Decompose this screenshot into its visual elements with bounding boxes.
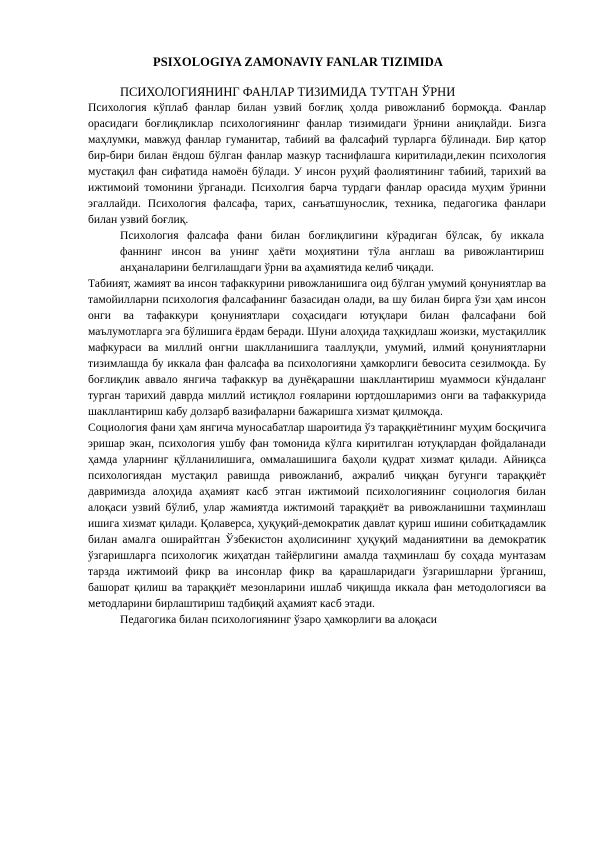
paragraph-1: Психология кўплаб фанлар билан узвий боғлиқ ҳолда ривожланиб бормоқда. Фанлар орасидаги боғлиқликлар психологиянинг фанлар тизимидаги ўрнини аниқлайди. Бизга маҳлумки, мавжуд фанлар гуманитар, табиий ва фалсафий турларга бўлинади. Бир қатор бир-бири билан ёндош бўлган фанлар мазкур таснифлашга киритилади,лекин психология мустақил фан сифатида намоён бўлади. У инсон руҳий фаолиятининг табиий, тарихий ва ижтимоий томонини ўрганади. Психолгия барча турдаги фанлар орасида муҳим ўринни эгаллайди. Психология фалсафа, тарих, санъатшунослик, техника, педагогика фанлари билан узвий боғлиқ. xyxy=(88,101,546,226)
document-body xyxy=(88,100,546,628)
paragraph-2: Психология фалсафа фани билан боғлиқлигини кўрадиган бўлсак, бу иккала фаннинг инсон ва унинг ҳаёти моҳиятини тўла англаш ва ривожлантириш анҳаналарини белгилашдаги ўрни ва аҳамиятида келиб чиқади. xyxy=(120,229,544,274)
section-heading: ПСИХОЛОГИЯНИНГ ФАНЛАР ТИЗИМИДА ТУТГАН ЎРНИ xyxy=(120,85,456,99)
document-title: PSIXOLOGIYA ZAMONAVIY FANLAR TIZIMIDA xyxy=(153,55,443,69)
paragraph-3: Табиият, жамият ва инсон тафаккурини ривожланишига оид бўлган умумий қонуниятлар ва тамойилларни психология фалсафанинг базасидан олади, ва шу билан бирга ўзи ҳам инсон онги ва тафаккури қонуниятлари соҳасидаги ютуқлари билан фалсафани бой маълумотларга эга бўлишига ёрдам беради. Шуни алоҳида таҳкидлаш жоизки, мустақиллик мафкураси ва миллий онгни шаклланишига тааллуқли, умумий, илмий қонуниятларни тизимлашда бу иккала фан фалсафа ва психологияни ҳамкорлиги бевосита сезилмоқда. Бу боғлиқлик аввало янгича тафаккур ва дунёқарашни шакллантириш муаммоси кўндаланг турган тарихий даврда миллий истиқлол ғояларини юртдошларимиз онги ва тафаккурида шакллантириш кабу долзарб вазифаларни бажаришга хизмат қилмоқда. xyxy=(88,277,546,418)
paragraph-5: Педагогика билан психологиянинг ўзаро ҳамкорлиги ва алоқаси xyxy=(120,613,437,626)
paragraph-4: Социология фани ҳам янгича муносабатлар шароитида ўз тараққиётининг муҳим босқичига эришар экан, психология ушбу фан томонида кўлга киритилган ютуқлардан фойдаланади ҳамда уларнинг қўлланилишига, оммалашишига баҳоли қудрат хизмат қилади. Айниқса психологиядан мустақил равишда ривожланиб, ажралиб чиққан бугунги тараққиёт давримизда алоҳида аҳамият касб этган ижтимоий психологиянинг социология билан алоқаси узвий бўлиб, улар жамиятда ижтимоий тараққиёт ва ривожланишни таҳминлаш ишига хизмат қилади. Қолаверса, ҳуқуқий-демократик давлат қуриш ишини собитқадамлик билан амалга оширайтган Ўзбекистон аҳолисининг ҳуқуқий маданиятини ва демократик ўзгаришларга психологик жиҳатдан тайёрлигини амалда таҳминлаш бу соҳада мунтазам тарзда ижтимоий фикр ва инсонлар фикр ва қарашларидаги ўзгаришларни ўрганиш, башорат қилиш ва тараққиёт мезонларини ишлаб чиқишда иккала фан методологияси ва методларини бирлаштириш тадбиқий аҳамият касб этади. xyxy=(88,421,546,610)
